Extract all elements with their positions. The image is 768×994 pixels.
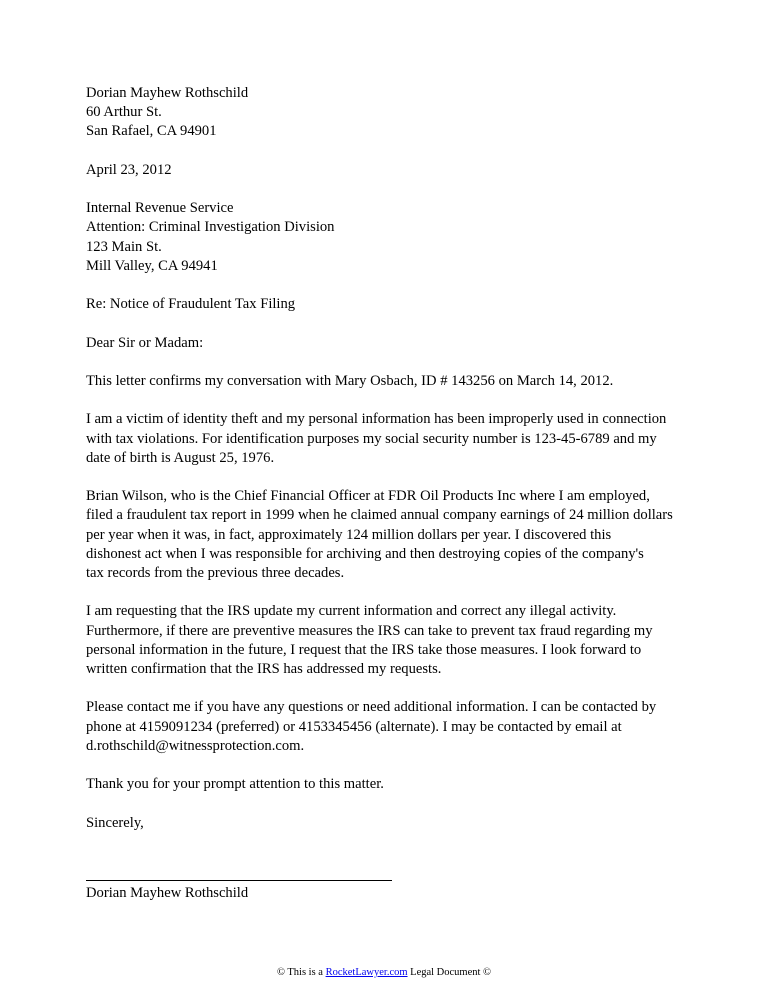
date-text: April 23, 2012 [86,161,172,178]
paragraph-line: Brian Wilson, who is the Chief Financial Officer at FDR Oil Products Inc where I am employed, [86,488,650,505]
closing-text: Sincerely, [86,814,144,831]
paragraph-line: dishonest act when I was responsible for archiving and then destroying copies of the company's [86,545,644,562]
footer-prefix: © This is a [276,967,326,978]
paragraph-line: personal information in the future, I request that the IRS take those measures. I look forward to [86,641,642,658]
letter-date [86,161,696,180]
paragraph-thanks [86,775,696,794]
footer-suffix: Legal Document © [407,967,492,978]
recipient-organization: Internal Revenue Service [86,200,234,217]
paragraph-conversation [86,372,696,391]
sender-name: Dorian Mayhew Rothschild [86,85,249,101]
paragraph-line: filed a fraudulent tax report in 1999 when he claimed annual company earnings of 24 million dollars [86,507,673,524]
letter-body [86,84,696,903]
paragraph-identity-theft [86,410,696,468]
paragraph-request [86,602,696,679]
footer-notice [0,966,768,980]
paragraph-line: date of birth is August 25, 1976. [86,449,275,466]
closing [86,814,696,833]
paragraph-line: tax records from the previous three decades. [86,564,345,581]
recipient-address [86,199,696,276]
paragraph-line: per year when it was, in fact, approximately 124 million dollars per year. I discovered this [86,526,612,543]
paragraph-line: with tax violations. For identification purposes my social security number is 123-45-6789 and my [86,430,657,447]
signature-space [86,833,696,880]
sender-street: 60 Arthur St. [86,104,162,121]
paragraph-line: I am requesting that the IRS update my current information and correct any illegal activity. [86,603,617,620]
signature-name: Dorian Mayhew Rothschild [86,884,249,901]
salutation-text: Dear Sir or Madam: [86,334,204,351]
sender-city-state-zip: San Rafael, CA 94901 [86,123,217,140]
recipient-street: 123 Main St. [86,238,162,255]
subject-text: Re: Notice of Fraudulent Tax Filing [86,296,296,313]
paragraph-contact [86,698,696,756]
paragraph-line: Furthermore, if there are preventive measures the IRS can take to prevent tax fraud regarding my [86,622,653,639]
signature-line [86,880,392,881]
paragraph-line: phone at 4159091234 (preferred) or 4153345456 (alternate). I may be contacted by email at [86,718,622,735]
paragraph-fraud-details [86,487,696,583]
sender-address [86,84,696,142]
subject-line [86,295,696,314]
salutation [86,334,696,353]
letter-paragraphs [86,372,696,794]
paragraph-line: This letter confirms my conversation with Mary Osbach, ID # 143256 on March 14, 2012. [86,372,614,389]
paragraph-line: Thank you for your prompt attention to this matter. [86,776,384,793]
recipient-attention: Attention: Criminal Investigation Division [86,219,335,236]
rocketlawyer-link[interactable]: RocketLawyer.com [325,967,408,978]
paragraph-line: d.rothschild@witnessprotection.com. [86,737,305,754]
recipient-city-state-zip: Mill Valley, CA 94941 [86,257,218,274]
paragraph-line: written confirmation that the IRS has addressed my requests. [86,660,442,677]
paragraph-line: Please contact me if you have any questions or need additional information. I can be contacted by [86,699,657,716]
paragraph-line: I am a victim of identity theft and my personal information has been improperly used in connection [86,411,667,428]
